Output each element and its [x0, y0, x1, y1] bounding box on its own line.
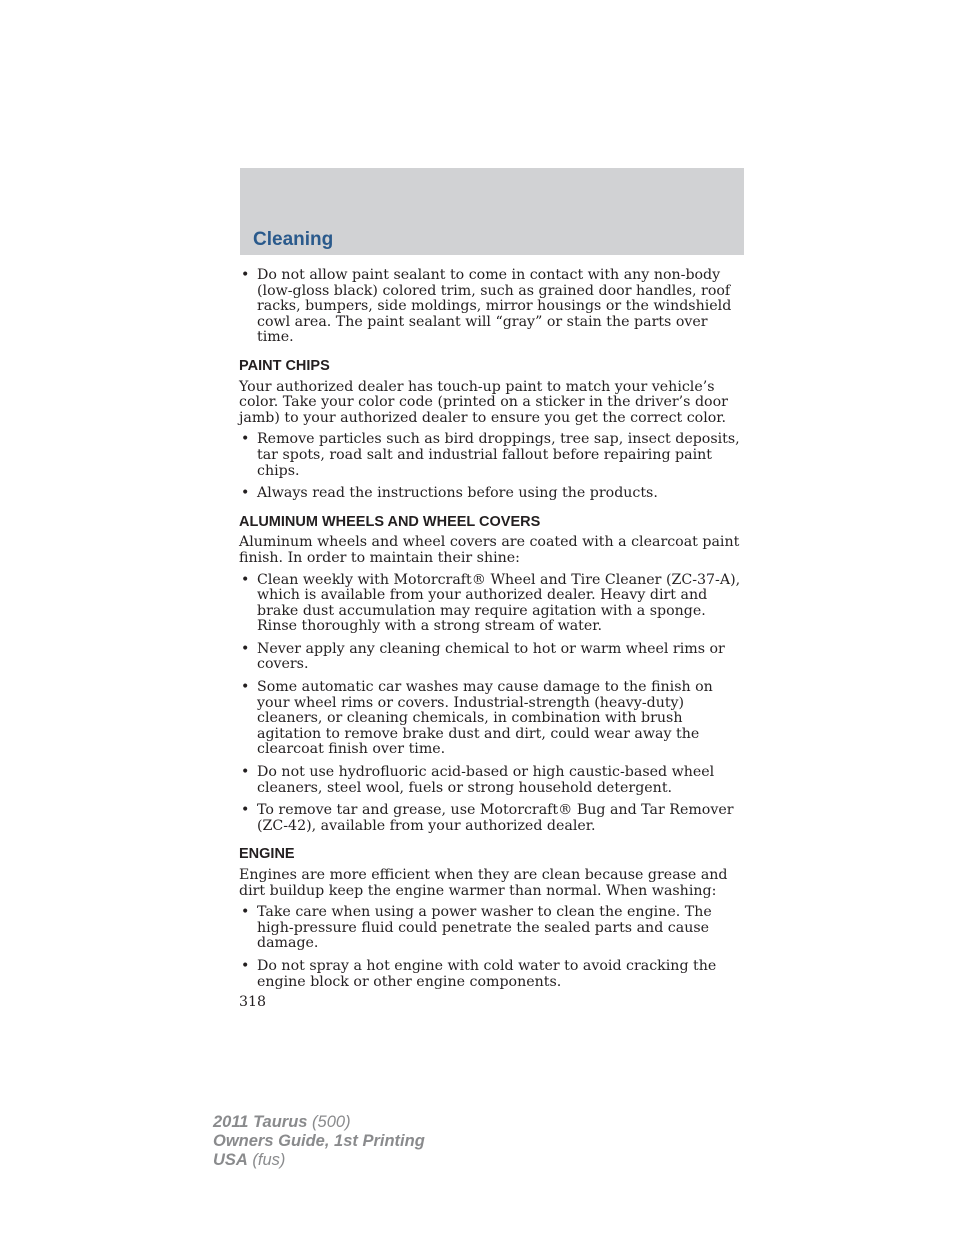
- page-number: 318: [239, 994, 267, 1011]
- footer-line-2: Owners Guide, 1st Printing: [213, 1132, 425, 1150]
- bullet-clean-weekly: • Clean weekly with Motorcraft® Wheel and Tire Cleaner (ZC-37-A), which is available from your authorized dealer. Heavy dirt and brake dust accumulation may require agitation with a sponge. Rinse thoroughly with a strong stream of water.: [239, 573, 747, 635]
- bullet-tar-grease: • To remove tar and grease, use Motorcraft® Bug and Tar Remover (ZC-42), available from your authorized dealer.: [239, 803, 747, 834]
- heading-paint-chips: PAINT CHIPS: [239, 357, 330, 374]
- bullet-never-apply-chemical: • Never apply any cleaning chemical to hot or warm wheel rims or covers.: [239, 642, 747, 673]
- bullet-remove-particles: • Remove particles such as bird droppings, tree sap, insect deposits, tar spots, road salt and industrial fallout before repairing paint chips.: [239, 432, 747, 479]
- section-title: Cleaning: [253, 229, 334, 250]
- bullet-hot-engine: • Do not spray a hot engine with cold water to avoid cracking the engine block or other engine components.: [239, 959, 747, 990]
- bullet-car-washes: • Some automatic car washes may cause damage to the finish on your wheel rims or covers. Industrial-strength (heavy-duty) cleaners, or cleaning chemicals, in combination with brush agitation to remove brake dust and dirt, could wear away the clearcoat finish over time.: [239, 680, 747, 758]
- footer-imprint: [213, 1113, 425, 1170]
- heading-aluminum-wheels: ALUMINUM WHEELS AND WHEEL COVERS: [239, 513, 541, 530]
- bullet-read-instructions: • Always read the instructions before using the products.: [239, 486, 747, 502]
- bullet-power-washer: • Take care when using a power washer to clean the engine. The high-pressure fluid could penetrate the sealed parts and cause damage.: [239, 905, 747, 952]
- footer-market-code: (fus): [247, 1151, 286, 1169]
- page-content: [239, 268, 747, 1011]
- footer-model-code: (500): [307, 1113, 351, 1131]
- bullet-paint-sealant: • Do not allow paint sealant to come in contact with any non-body (low-gloss black) colored trim, such as grained door handles, roof racks, bumpers, side moldings, mirror housings or the windshield cowl area. The paint sealant will “gray” or stain the parts over time.: [239, 268, 747, 346]
- section-header-band: [240, 168, 744, 255]
- footer-line-1: [213, 1113, 425, 1132]
- footer-model: 2011 Taurus: [213, 1113, 308, 1131]
- paragraph-aluminum-wheels: Aluminum wheels and wheel covers are coated with a clearcoat paint finish. In order to maintain their shine:: [239, 534, 740, 566]
- footer-market: USA: [213, 1151, 248, 1169]
- bullet-no-hydrofluoric: • Do not use hydrofluoric acid-based or high caustic-based wheel cleaners, steel wool, fuels or strong household detergent.: [239, 765, 747, 796]
- paragraph-paint-chips: Your authorized dealer has touch-up paint to match your vehicle’s color. Take your color code (printed on a sticker in the driver’s door jamb) to your authorized dealer to ensure you get the correct color.: [239, 378, 728, 426]
- heading-engine: ENGINE: [239, 846, 295, 863]
- paragraph-engine: Engines are more efficient when they are clean because grease and dirt buildup keep the engine warmer than normal. When washing:: [239, 867, 728, 899]
- footer-line-3: [213, 1151, 425, 1170]
